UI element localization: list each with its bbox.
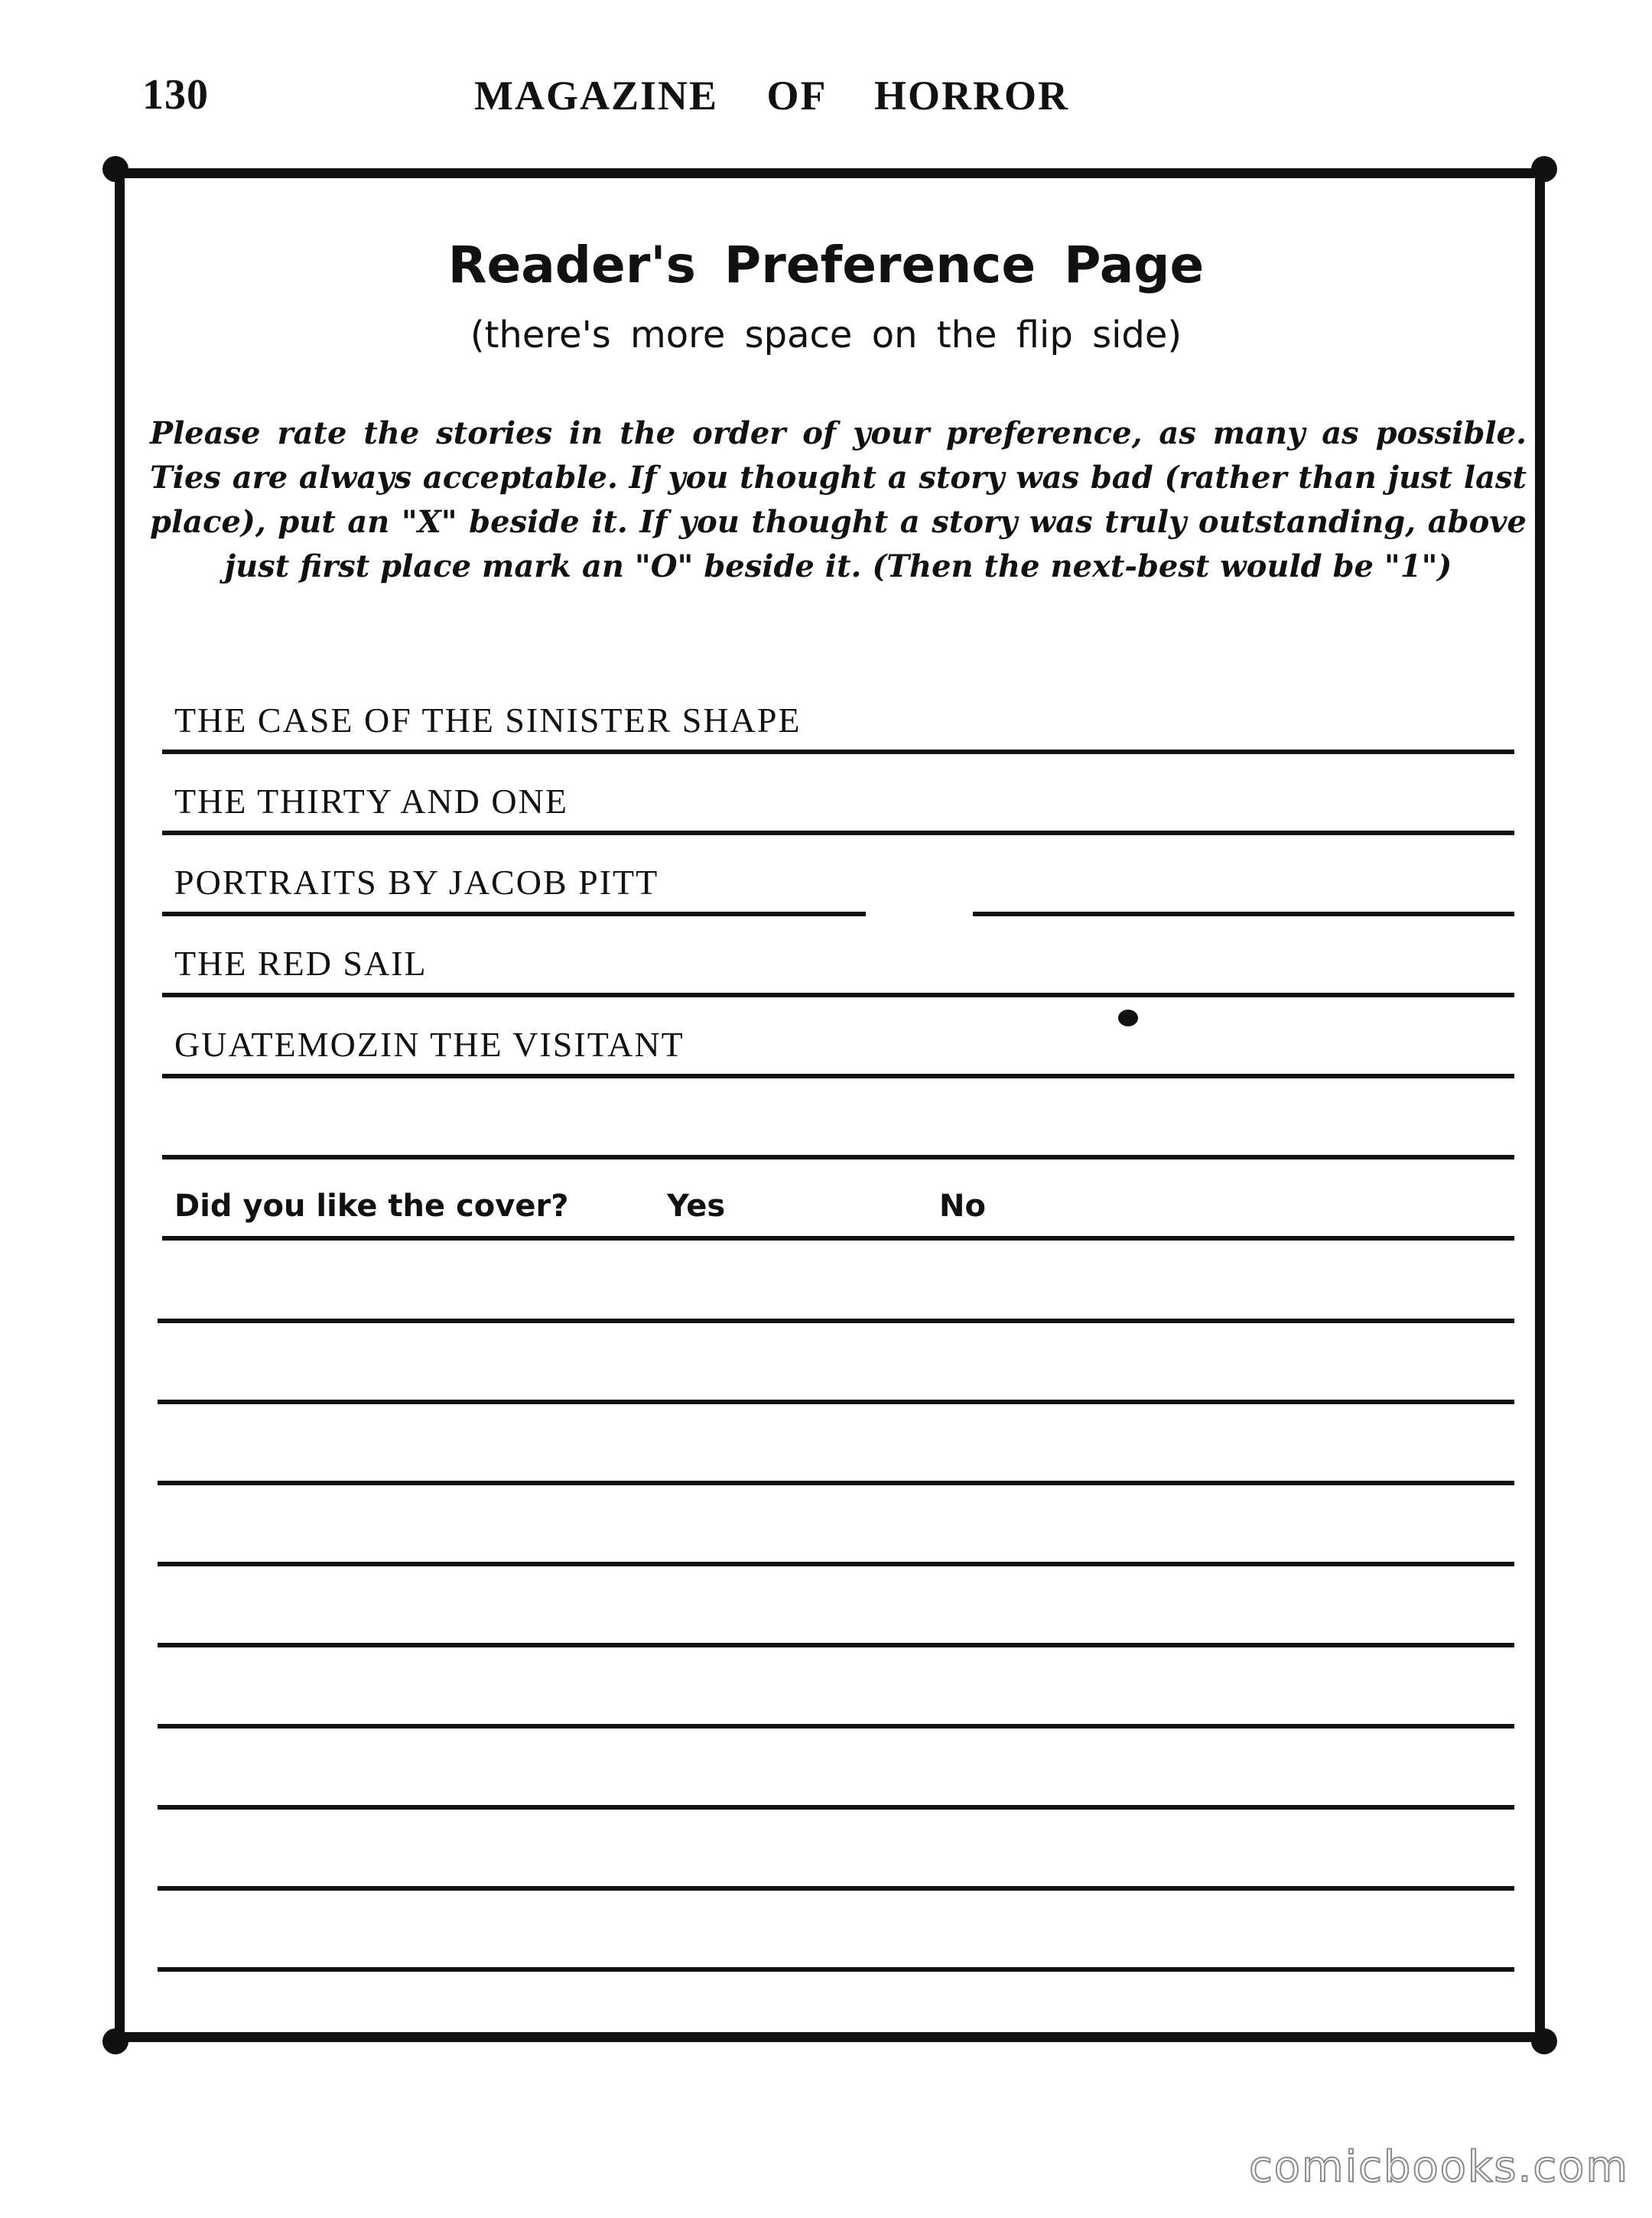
writing-rule — [162, 1236, 1514, 1241]
site-watermark: comicbooks.com — [1248, 2142, 1629, 2192]
form-title: Reader's Preference Page — [447, 236, 1205, 294]
story-rating-line[interactable] — [162, 1078, 1514, 1159]
cover-no-option[interactable]: No — [939, 1189, 986, 1224]
cover-question-line[interactable] — [162, 1159, 1514, 1241]
story-rating-line[interactable] — [162, 835, 1514, 916]
frame-corner-bottom-left — [102, 2028, 128, 2054]
story-rating-line[interactable] — [162, 997, 1514, 1078]
form-subtitle: (there's more space on the flip side) — [470, 314, 1182, 356]
running-title: MAGAZINE OF HORROR — [474, 73, 1069, 119]
comment-line[interactable] — [158, 1886, 1514, 1891]
story-title: THE CASE OF THE SINISTER SHAPE — [174, 701, 802, 740]
comment-line[interactable] — [158, 1967, 1514, 1972]
comment-line[interactable] — [158, 1319, 1514, 1323]
comment-line[interactable] — [158, 1562, 1514, 1566]
story-title: GUATEMOZIN THE VISITANT — [174, 1025, 685, 1064]
frame-corner-top-right — [1531, 156, 1557, 182]
comment-line[interactable] — [158, 1400, 1514, 1404]
story-rating-line[interactable] — [162, 754, 1514, 835]
page-number: 130 — [142, 71, 209, 119]
story-title: PORTRAITS BY JACOB PITT — [174, 863, 659, 902]
frame-corner-bottom-right — [1531, 2028, 1557, 2054]
comment-line[interactable] — [158, 1805, 1514, 1810]
comment-line[interactable] — [158, 1724, 1514, 1729]
rating-instructions: Please rate the stories in the order of your preference, as many as possible. Ties are always acceptable. If you thought a story was bad (rather than just last place), put an "X" beside it. If you thought a story was truly outstanding, above just first place mark an "O" beside it. (Then the next-best would be "1") — [150, 415, 1527, 584]
story-title: THE THIRTY AND ONE — [174, 782, 568, 821]
comment-line[interactable] — [158, 1643, 1514, 1647]
frame-corner-top-left — [102, 156, 128, 182]
story-rating-line[interactable] — [162, 673, 1514, 754]
ink-spot — [1118, 1010, 1138, 1026]
cover-yes-option[interactable]: Yes — [667, 1189, 726, 1224]
cover-question: Did you like the cover? — [174, 1189, 569, 1224]
story-title: THE RED SAIL — [174, 944, 428, 983]
story-rating-line[interactable] — [162, 916, 1514, 997]
comment-line[interactable] — [158, 1481, 1514, 1485]
